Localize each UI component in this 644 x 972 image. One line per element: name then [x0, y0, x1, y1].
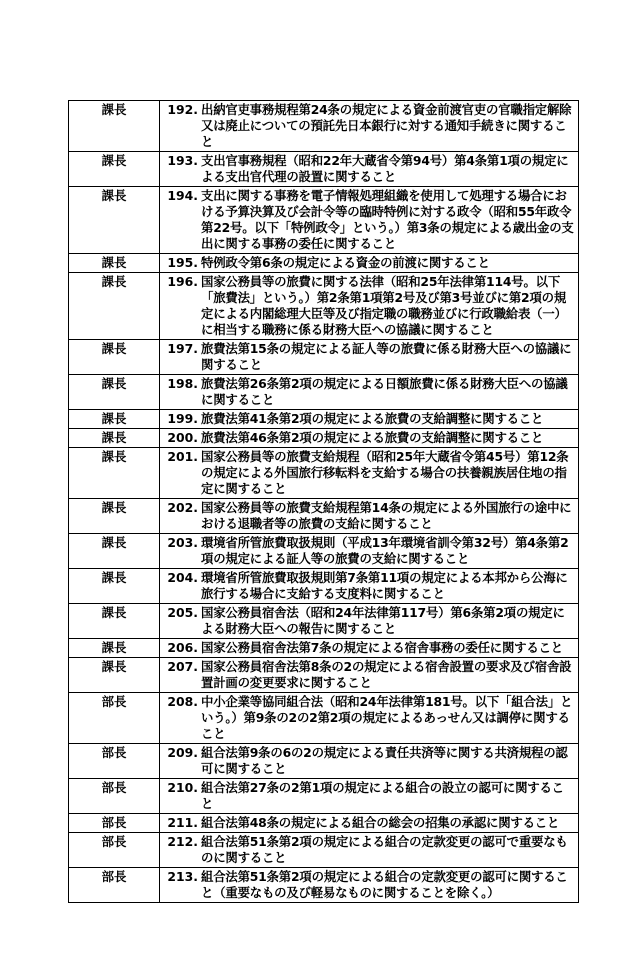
item-cell: [160, 101, 579, 152]
list-item: [162, 745, 576, 777]
list-item: [162, 449, 576, 497]
table-row: [69, 604, 579, 639]
item-cell: [160, 833, 579, 868]
item-cell: [160, 273, 579, 340]
role-cell: 課長: [69, 187, 160, 254]
table-row: [69, 868, 579, 903]
list-item: [162, 411, 576, 427]
role-cell: 部長: [69, 779, 160, 814]
item-number: 204.: [167, 570, 198, 585]
item-text: 中小企業等協同組合法（昭和24年法律第181号。以下「組合法」という。）第9条の2の2第2項の規定によるあっせん又は調停に関すること: [201, 694, 573, 741]
role-cell: 課長: [69, 569, 160, 604]
list-item: [162, 694, 576, 742]
table-row: [69, 273, 579, 340]
item-number: 200.: [167, 430, 198, 445]
item-number: 202.: [167, 500, 198, 515]
item-cell: [160, 448, 579, 499]
item-number: 209.: [167, 745, 198, 760]
table-row: [69, 639, 579, 658]
list-item: [162, 535, 576, 567]
role-cell: 部長: [69, 744, 160, 779]
table-row: [69, 410, 579, 429]
role-cell: 課長: [69, 101, 160, 152]
item-cell: [160, 569, 579, 604]
role-cell: 課長: [69, 375, 160, 410]
list-item: [162, 430, 576, 446]
table-row: [69, 152, 579, 187]
item-text: 旅費法第15条の規定による証人等の旅費に係る財務大臣への協議に関すること: [201, 341, 572, 372]
role-cell: 課長: [69, 273, 160, 340]
item-text: 支出に関する事務を電子情報処理組織を使用して処理する場合における予算決算及び会計令等の臨時特例に対する政令（昭和55年政令第22号。以下「特例政令」という。）第3条の規定による歳出金の支出に関する事務の委任に関すること: [201, 188, 574, 251]
item-text: 組合法第9条の6の2の規定による責任共済等に関する共済規程の認可に関すること: [201, 745, 568, 776]
table-row: [69, 534, 579, 569]
list-item: [162, 255, 576, 271]
item-text: 国家公務員宿舎法第8条の2の規定による宿舎設置の要求及び宿舎設置計画の変更要求に関すること: [201, 659, 572, 690]
role-cell: 課長: [69, 658, 160, 693]
table-row: [69, 101, 579, 152]
list-item: [162, 659, 576, 691]
item-text: 特例政令第6条の規定による資金の前渡に関すること: [201, 255, 490, 270]
item-text: 国家公務員等の旅費支給規程第14条の規定による外国旅行の途中における退職者等の旅費の支給に関すること: [201, 500, 572, 531]
item-cell: [160, 340, 579, 375]
role-cell: 課長: [69, 639, 160, 658]
item-cell: [160, 744, 579, 779]
item-text: 国家公務員等の旅費に関する法律（昭和25年法律第114号。以下「旅費法」という。）第2条第1項第2号及び第3号並びに第2項の規定による内閣総理大臣等及び指定職の職務並びに行政職給表（一）に相当する職務に係る財務大臣への協議に関すること: [201, 274, 567, 337]
item-number: 198.: [167, 376, 198, 391]
item-text: 出納官吏事務規程第24条の規定による資金前渡官吏の官職指定解除又は廃止についての預託先日本銀行に対する通知手続きに関すること: [201, 102, 572, 149]
list-item: [162, 376, 576, 408]
table-row: [69, 569, 579, 604]
list-item: [162, 815, 576, 831]
table-row: [69, 658, 579, 693]
item-cell: [160, 152, 579, 187]
role-cell: 課長: [69, 429, 160, 448]
list-item: [162, 605, 576, 637]
item-number: 195.: [167, 255, 198, 270]
item-text: 支出官事務規程（昭和22年大蔵省令第94号）第4条第1項の規定による支出官代理の設置に関すること: [201, 153, 569, 184]
role-cell: 課長: [69, 604, 160, 639]
table-row: [69, 693, 579, 744]
item-number: 199.: [167, 411, 198, 426]
item-number: 194.: [167, 188, 198, 203]
item-number: 193.: [167, 153, 198, 168]
item-text: 組合法第27条の2第1項の規定による組合の設立の認可に関すること: [201, 780, 564, 811]
item-number: 192.: [167, 102, 198, 117]
list-item: [162, 153, 576, 185]
item-text: 旅費法第41条第2項の規定による旅費の支給調整に関すること: [201, 411, 544, 426]
item-cell: [160, 639, 579, 658]
item-text: 国家公務員宿舎法（昭和24年法律第117号）第6条第2項の規定による財務大臣への報告に関すること: [201, 605, 565, 636]
item-number: 203.: [167, 535, 198, 550]
item-cell: [160, 693, 579, 744]
item-text: 環境省所管旅費取扱規則（平成13年環境省訓令第32号）第4条第2項の規定による証人等の旅費の支給に関すること: [201, 535, 569, 566]
item-number: 210.: [167, 780, 198, 795]
item-cell: [160, 658, 579, 693]
item-text: 組合法第48条の規定による組合の総会の招集の承認に関すること: [201, 815, 560, 830]
item-cell: [160, 410, 579, 429]
item-number: 206.: [167, 640, 198, 655]
list-item: [162, 570, 576, 602]
item-cell: [160, 779, 579, 814]
item-number: 213.: [167, 869, 198, 884]
item-number: 208.: [167, 694, 198, 709]
role-cell: 課長: [69, 152, 160, 187]
item-text: 環境省所管旅費取扱規則第7条第11項の規定による本邦から公海に旅行する場合に支給する支度料に関すること: [201, 570, 568, 601]
list-item: [162, 341, 576, 373]
role-cell: 課長: [69, 254, 160, 273]
item-text: 国家公務員等の旅費支給規程（昭和25年大蔵省令第45号）第12条の規定による外国旅行移転料を支給する場合の扶養親族居住地の指定に関すること: [201, 449, 569, 496]
role-cell: 課長: [69, 340, 160, 375]
list-item: [162, 780, 576, 812]
table-row: [69, 429, 579, 448]
delegation-table: [68, 100, 579, 903]
role-cell: 課長: [69, 448, 160, 499]
list-item: [162, 102, 576, 150]
role-cell: 部長: [69, 814, 160, 833]
role-cell: 部長: [69, 833, 160, 868]
list-item: [162, 869, 576, 901]
item-cell: [160, 375, 579, 410]
item-number: 211.: [167, 815, 198, 830]
item-cell: [160, 534, 579, 569]
item-cell: [160, 187, 579, 254]
list-item: [162, 834, 576, 866]
table-row: [69, 340, 579, 375]
item-number: 201.: [167, 449, 198, 464]
table-row: [69, 833, 579, 868]
table-row: [69, 779, 579, 814]
item-cell: [160, 868, 579, 903]
item-number: 205.: [167, 605, 198, 620]
table-row: [69, 499, 579, 534]
role-cell: 課長: [69, 534, 160, 569]
table-row: [69, 187, 579, 254]
item-text: 旅費法第46条第2項の規定による旅費の支給調整に関すること: [201, 430, 544, 445]
item-text: 旅費法第26条第2項の規定による日額旅費に係る財務大臣への協議に関すること: [201, 376, 568, 407]
table-row: [69, 744, 579, 779]
item-text: 組合法第51条第2項の規定による組合の定款変更の認可で重要なものに関すること: [201, 834, 568, 865]
item-text: 国家公務員宿舎法第7条の規定による宿舎事務の委任に関すること: [201, 640, 563, 655]
table-row: [69, 814, 579, 833]
table-body: [69, 101, 579, 903]
item-number: 196.: [167, 274, 198, 289]
list-item: [162, 274, 576, 338]
item-text: 組合法第51条第2項の規定による組合の定款変更の認可に関すること（重要なもの及び軽易なものに関することを除く。）: [201, 869, 568, 900]
item-number: 212.: [167, 834, 198, 849]
role-cell: 部長: [69, 868, 160, 903]
role-cell: 部長: [69, 693, 160, 744]
list-item: [162, 188, 576, 252]
table-row: [69, 375, 579, 410]
table-row: [69, 448, 579, 499]
role-cell: 課長: [69, 410, 160, 429]
list-item: [162, 500, 576, 532]
item-number: 197.: [167, 341, 198, 356]
item-number: 207.: [167, 659, 198, 674]
item-cell: [160, 814, 579, 833]
item-cell: [160, 429, 579, 448]
item-cell: [160, 254, 579, 273]
role-cell: 課長: [69, 499, 160, 534]
item-cell: [160, 499, 579, 534]
item-cell: [160, 604, 579, 639]
table-row: [69, 254, 579, 273]
list-item: [162, 640, 576, 656]
